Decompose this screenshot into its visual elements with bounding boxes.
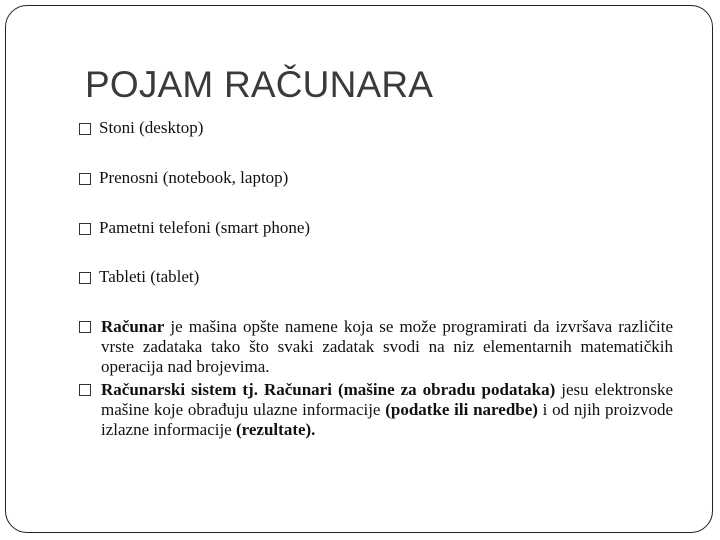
bullet-box-icon: [79, 272, 91, 284]
slide-title: POJAM RAČUNARA: [85, 64, 434, 105]
bullet-box-icon: [79, 384, 91, 396]
bullet-tablet: [79, 267, 199, 287]
term-output: (rezultate).: [235, 420, 316, 439]
bullet-box-icon: [79, 123, 91, 135]
bullet-text: Prenosni (notebook, laptop): [99, 168, 289, 187]
bullet-text: Pametni telefoni (smart phone): [99, 218, 311, 237]
bullet-text: Stoni (desktop): [99, 118, 204, 137]
definition-text: jesu elektronske mašine koje obrađuju ulazne informacije: [101, 380, 673, 419]
paragraph-racunarski-sistem: [79, 380, 673, 440]
bullet-box-icon: [79, 223, 91, 235]
paragraph-text: [101, 380, 673, 440]
definition-text: je mašina opšte namene koja se može programirati da izvršava različite vrste zadataka tako što svaki zadatak svodi na niz elementarnih matematičkih operacija nad brojevima.: [101, 317, 673, 376]
term-input: (podatke ili naredbe): [385, 400, 538, 419]
paragraph-text: [101, 317, 673, 377]
definition-text: i od njih proizvode izlazne informacije: [101, 400, 673, 439]
bullet-box-icon: [79, 173, 91, 185]
term-racunarski-sistem: Računarski sistem tj. Računari (mašine za obradu podataka): [101, 380, 556, 399]
term-racunar: Računar: [101, 317, 165, 336]
bullet-text: Tableti (tablet): [99, 267, 200, 286]
bullet-notebook: [79, 168, 288, 188]
bullet-smartphone: [79, 218, 310, 238]
bullet-box-icon: [79, 321, 91, 333]
paragraph-racunar: [79, 317, 673, 377]
bullet-desktop: [79, 118, 203, 138]
